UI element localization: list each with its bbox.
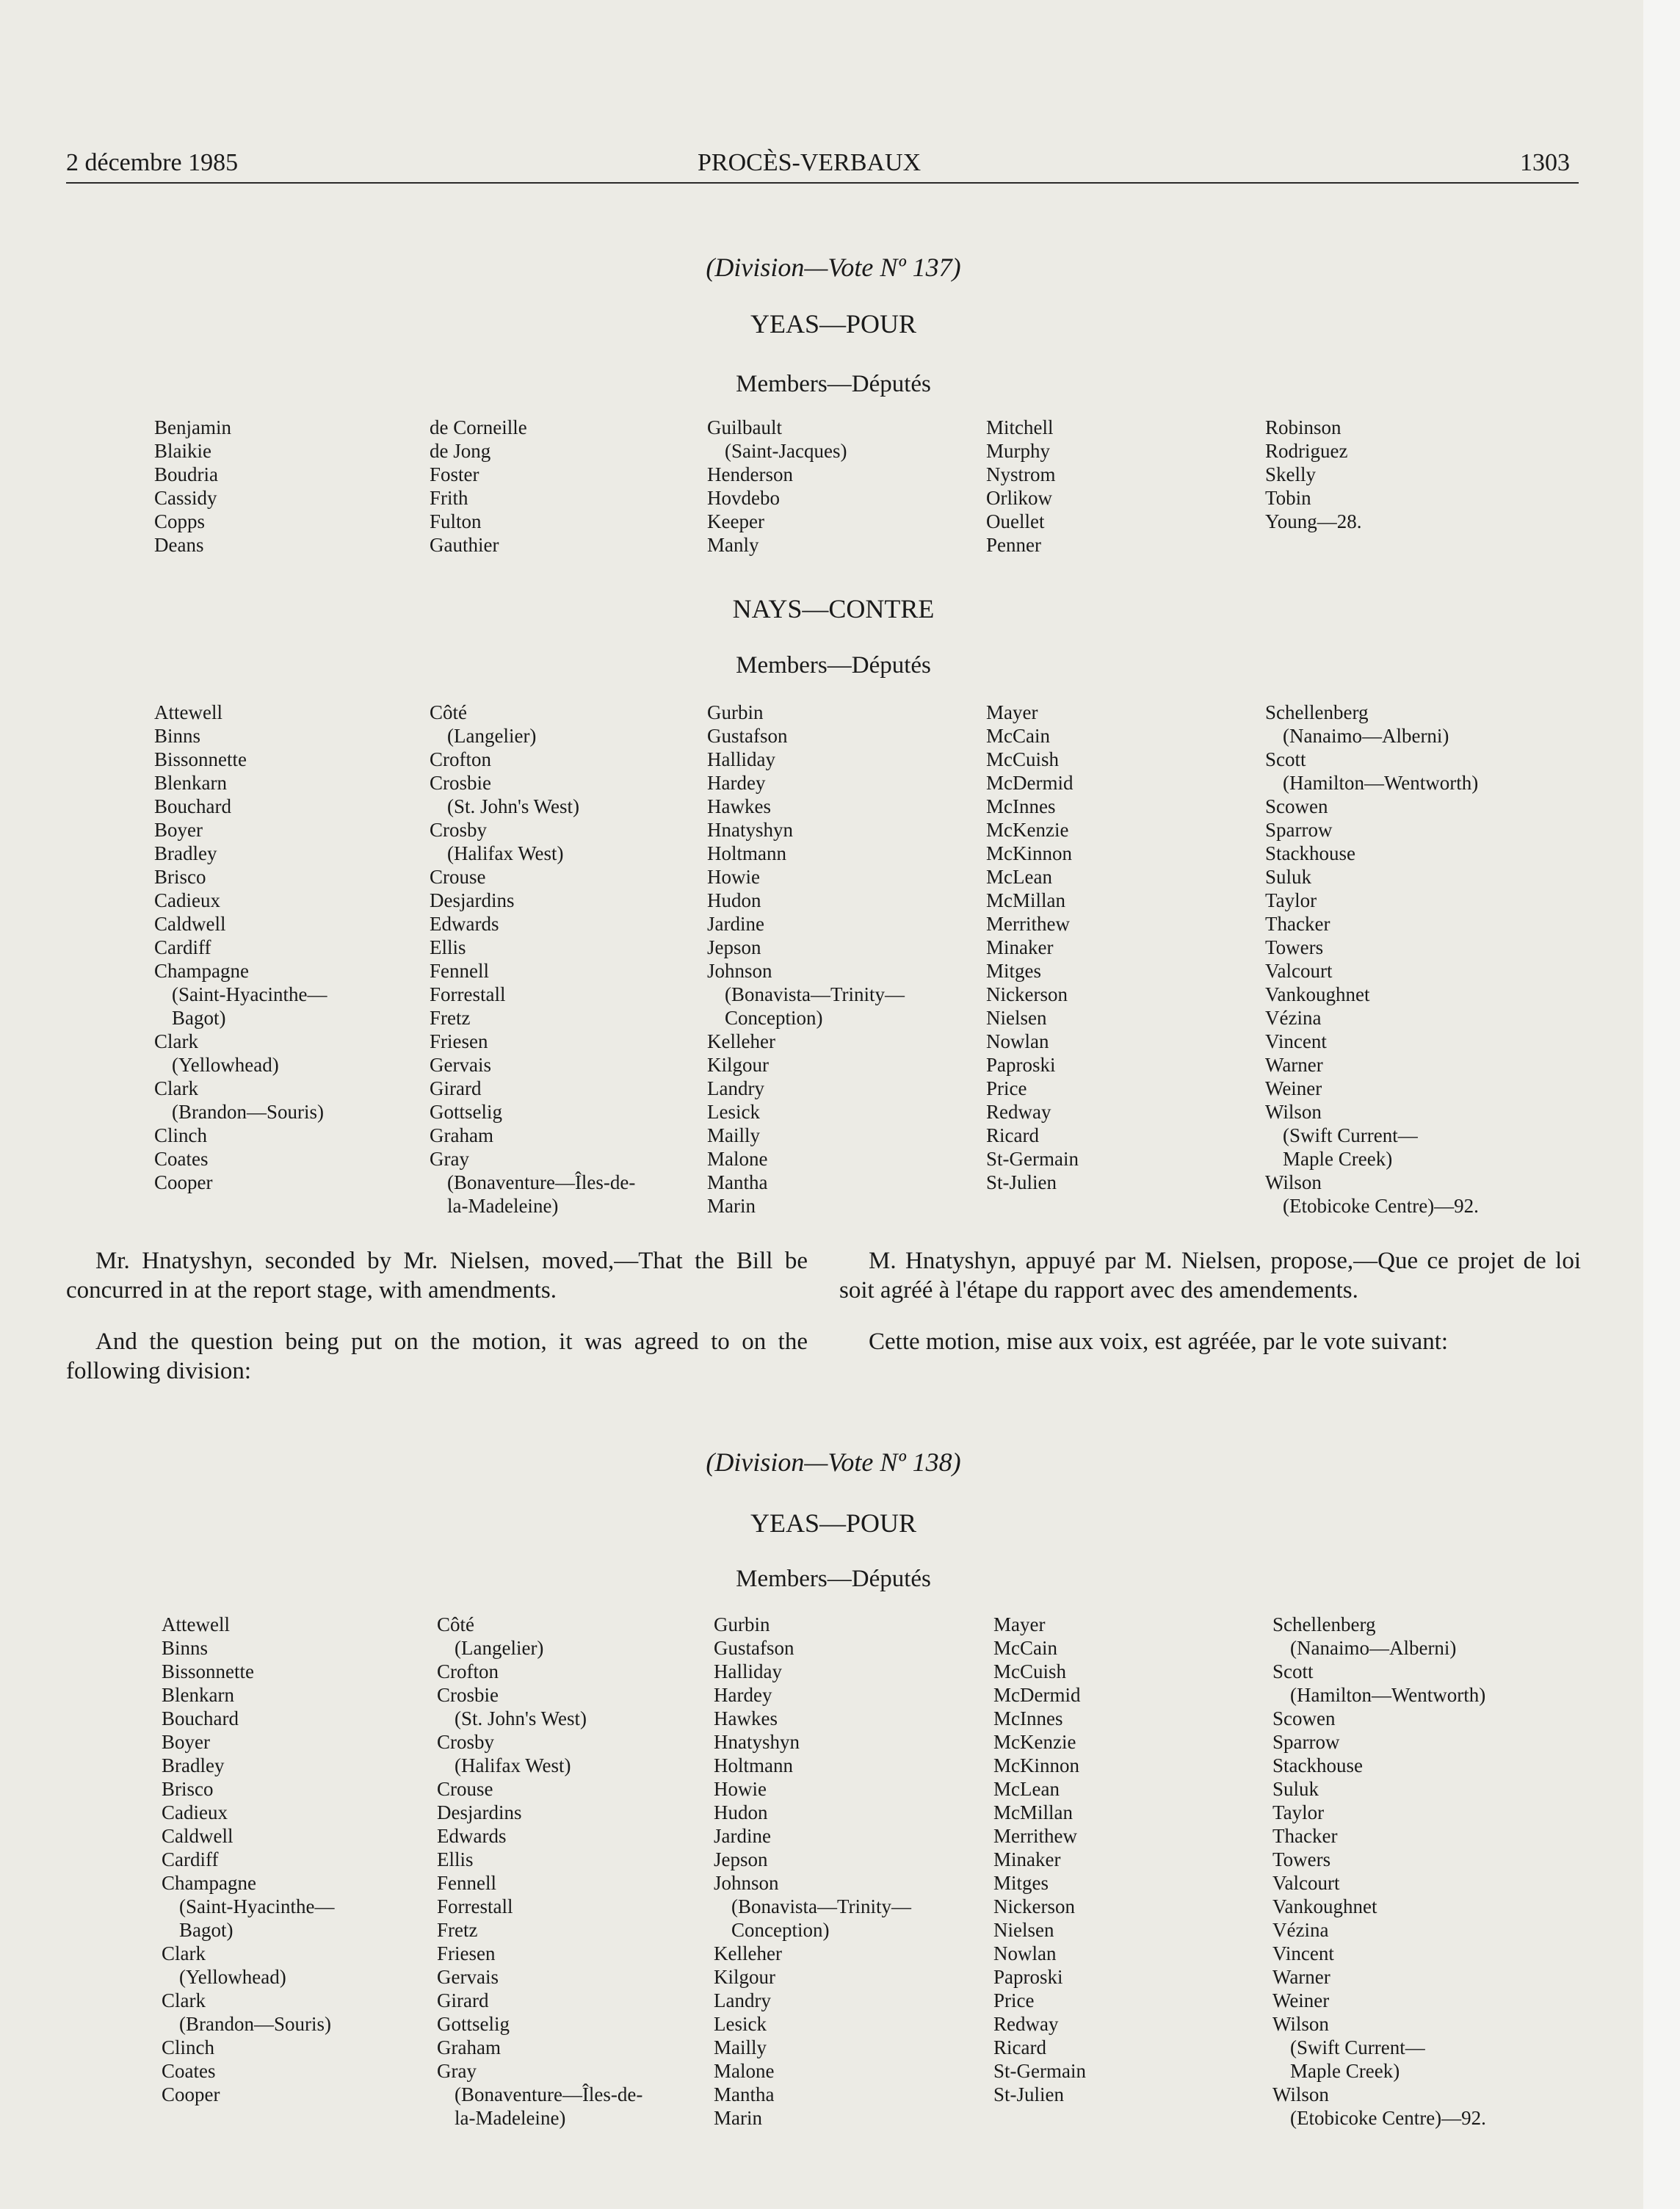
member-name: Coates [162,2060,216,2082]
member-name: Halliday [714,1660,782,1682]
member-name: Jardine [714,1825,771,1847]
member-name: (Nanaimo—Alberni) [1283,725,1449,747]
member-name: Guilbault [707,416,782,438]
member-name: Malone [707,1148,768,1170]
member-name: Forrestall [437,1895,513,1917]
member-name: Friesen [430,1030,488,1052]
member-name: Edwards [437,1825,507,1847]
member-name: (Yellowhead) [179,1966,286,1988]
member-name: de Jong [430,440,491,462]
member-name: Nickerson [993,1895,1075,1917]
member-name: Hudon [707,889,761,911]
member-name: Murphy [986,440,1050,462]
member-name: Bouchard [154,795,231,817]
member-name: Bradley [162,1754,225,1776]
member-name: Minaker [993,1848,1061,1870]
member-name: Clark [162,1989,206,2011]
member-name: Young—28. [1265,510,1362,532]
member-name: Suluk [1265,866,1312,888]
vote138-title: (Division—Vote Nº 138) [706,1447,961,1477]
member-name: Wilson [1265,1101,1322,1123]
motion-english-p2: And the question being put on the motion, it was agreed to on the following division: [66,1328,808,1384]
member-name: Crosbie [437,1684,499,1706]
member-name: Caldwell [162,1825,233,1847]
member-name: Desjardins [437,1801,522,1823]
member-name: Vézina [1265,1007,1322,1029]
member-name: Crosby [430,819,488,841]
member-name: Blenkarn [162,1684,234,1706]
vote137-nays-col-3 [707,701,905,1218]
member-name: Ouellet [986,510,1045,532]
member-name: Jepson [714,1848,768,1870]
member-name: Marin [714,2107,762,2129]
member-name: Thacker [1272,1825,1338,1847]
member-name: Holtmann [707,842,786,864]
vote137-nays-col-5 [1265,701,1479,1218]
member-name: Suluk [1272,1778,1319,1800]
member-name: Ricard [993,2036,1046,2058]
member-name: Hudon [714,1801,768,1823]
member-name: Henderson [707,463,793,485]
member-name: Maple Creek) [1290,2060,1400,2082]
member-name: Hawkes [714,1707,778,1729]
member-name: Hawkes [707,795,771,817]
member-name: Clark [154,1030,198,1052]
member-name: Sparrow [1272,1731,1340,1753]
member-name: Nickerson [986,983,1068,1005]
member-name: Clark [154,1077,198,1099]
member-name: Mantha [707,1171,768,1193]
member-name: Fretz [430,1007,471,1029]
member-name: Cooper [154,1171,213,1193]
member-name: (Brandon—Souris) [172,1101,324,1123]
member-name: Champagne [162,1872,256,1894]
member-name: Fretz [437,1919,478,1941]
member-name: Minaker [986,936,1054,958]
member-name: Scott [1272,1660,1314,1682]
member-name: Mitges [993,1872,1049,1894]
member-name: Warner [1272,1966,1330,1988]
member-name: Hardey [707,772,766,794]
vote138-yeas-members-label: Members—Députés [736,1566,931,1592]
header-date: 2 décembre 1985 [66,149,239,176]
member-name: Caldwell [154,913,226,935]
member-name: Vincent [1265,1030,1327,1052]
member-name: Johnson [707,960,772,982]
member-name: (Nanaimo—Alberni) [1290,1637,1457,1659]
member-name: Gray [437,2060,477,2082]
member-name: Boudria [154,463,218,485]
member-name: (Yellowhead) [172,1054,279,1076]
member-name: de Corneille [430,416,527,438]
member-name: (Swift Current— [1290,2036,1425,2058]
member-name: Kilgour [707,1054,769,1076]
member-name: Conception) [725,1007,823,1029]
member-name: Hovdebo [707,487,780,509]
member-name: Bouchard [162,1707,239,1729]
member-name: Kelleher [707,1030,775,1052]
vote138-yeas-heading: YEAS—POUR [750,1508,917,1538]
member-name: Jepson [707,936,761,958]
member-name: Vincent [1272,1942,1334,1964]
member-name: Binns [162,1637,209,1659]
member-name: Côté [430,701,467,723]
member-name: Blenkarn [154,772,227,794]
member-name: (Etobicoke Centre)—92. [1290,2107,1486,2129]
member-name: (St. John's West) [447,795,579,817]
header-page-number: 1303 [1520,149,1570,176]
member-name: McLean [993,1778,1060,1800]
member-name: (Etobicoke Centre)—92. [1283,1195,1479,1217]
member-name: (Langelier) [447,725,537,747]
member-name: Towers [1265,936,1324,958]
vote137-nays-col-1 [154,701,327,1194]
member-name: Crofton [430,748,491,770]
member-name: Gray [430,1148,469,1170]
member-name: McKinnon [993,1754,1079,1776]
member-name: Fennell [437,1872,496,1894]
member-name: Gauthier [430,534,499,556]
member-name: Foster [430,463,479,485]
member-name: Rodriguez [1265,440,1348,462]
member-name: Hardey [714,1684,772,1706]
member-name: St-Germain [993,2060,1086,2082]
member-name: (Swift Current— [1283,1124,1418,1146]
member-name: Mayer [986,701,1038,723]
member-name: Graham [437,2036,501,2058]
vote138-yeas-col-5 [1272,1613,1486,2130]
member-name: McCain [993,1637,1057,1659]
member-name: Schellenberg [1265,701,1369,723]
member-name: Bissonnette [162,1660,254,1682]
member-name: Edwards [430,913,499,935]
member-name: McCain [986,725,1050,747]
member-name: Bagot) [172,1007,226,1029]
member-name: Gottselig [437,2013,510,2035]
vote137-yeas-members-label: Members—Députés [736,371,931,397]
vote138-yeas-col-4 [993,1613,1086,2106]
member-name: Schellenberg [1272,1613,1376,1635]
member-name: Attewell [162,1613,230,1635]
member-name: Mitchell [986,416,1054,438]
vote137-yeas-col-2 [430,416,527,557]
member-name: Mantha [714,2083,775,2105]
member-name: Binns [154,725,201,747]
member-name: (Bonavista—Trinity— [731,1895,912,1917]
member-name: Halliday [707,748,775,770]
member-name: St-Julien [993,2083,1065,2105]
member-name: Nystrom [986,463,1056,485]
member-name: Ellis [437,1848,474,1870]
member-name: Crosby [437,1731,495,1753]
member-name: Fennell [430,960,489,982]
vote137-nays-members-label: Members—Députés [736,652,931,679]
member-name: Manly [707,534,759,556]
member-name: McMillan [993,1801,1073,1823]
member-name: Merrithew [986,913,1070,935]
member-name: Landry [714,1989,771,2011]
member-name: Kilgour [714,1966,775,1988]
member-name: Fulton [430,510,482,532]
member-name: Friesen [437,1942,496,1964]
vote138-yeas-col-2 [437,1613,642,2130]
member-name: (Saint-Jacques) [725,440,847,462]
vote137-yeas-heading: YEAS—POUR [750,309,917,339]
member-name: Crouse [430,866,486,888]
member-name: Nielsen [993,1919,1054,1941]
member-name: (Halifax West) [455,1754,571,1776]
member-name: (St. John's West) [455,1707,587,1729]
member-name: Nowlan [993,1942,1057,1964]
member-name: McKenzie [993,1731,1076,1753]
vote138-yeas-col-3 [714,1613,911,2130]
member-name: Hnatyshyn [714,1731,800,1753]
member-name: Blaikie [154,440,211,462]
member-name: Taylor [1272,1801,1325,1823]
member-name: Skelly [1265,463,1317,485]
member-name: Mayer [993,1613,1046,1635]
header-rule [66,182,1579,184]
member-name: Paproski [993,1966,1063,1988]
member-name: Forrestall [430,983,506,1005]
vote137-nays-col-4 [986,701,1079,1194]
vote137-yeas-col-1 [154,416,231,557]
member-name: (Halifax West) [447,842,564,864]
member-name: Gustafson [707,725,788,747]
page-edge [1643,0,1680,2209]
member-name: (Brandon—Souris) [179,2013,331,2035]
member-name: Sparrow [1265,819,1333,841]
member-name: McMillan [986,889,1065,911]
member-name: Nielsen [986,1007,1047,1029]
member-name: Crofton [437,1660,499,1682]
member-name: Orlikow [986,487,1052,509]
vote137-yeas-col-3 [707,416,847,557]
member-name: Bissonnette [154,748,247,770]
member-name: Penner [986,534,1041,556]
header-title: PROCÈS-VERBAUX [698,149,922,176]
member-name: Paproski [986,1054,1056,1076]
member-name: Brisco [162,1778,214,1800]
member-name: Stackhouse [1265,842,1355,864]
member-name: Vankoughnet [1265,983,1370,1005]
member-name: Wilson [1272,2083,1329,2105]
member-name: Champagne [154,960,249,982]
member-name: Howie [707,866,760,888]
vote137-title: (Division—Vote Nº 137) [706,253,961,282]
member-name: Girard [437,1989,489,2011]
member-name: Cardiff [162,1848,219,1870]
member-name: Deans [154,534,204,556]
member-name: Scott [1265,748,1306,770]
member-name: Redway [993,2013,1059,2035]
member-name: (Hamilton—Wentworth) [1290,1684,1486,1706]
member-name: Kelleher [714,1942,782,1964]
member-name: Mailly [714,2036,767,2058]
member-name: Lesick [707,1101,760,1123]
member-name: Marin [707,1195,756,1217]
member-name: Nowlan [986,1030,1049,1052]
member-name: Weiner [1272,1989,1330,2011]
motion-french-p1: M. Hnatyshyn, appuyé par M. Nielsen, propose,—Que ce projet de loi soit agréé à l'étape du rapport avec des amendements. [839,1248,1581,1304]
member-name: Crouse [437,1778,493,1800]
member-name: Bagot) [179,1919,233,1941]
member-name: Howie [714,1778,767,1800]
member-name: Gurbin [714,1613,770,1635]
member-name: la-Madeleine) [447,1195,559,1217]
member-name: (Bonaventure—Îles-de- [447,1171,636,1193]
member-name: Cooper [162,2083,220,2105]
member-name: Taylor [1265,889,1317,911]
member-name: Holtmann [714,1754,793,1776]
member-name: Valcourt [1265,960,1333,982]
member-name: Wilson [1272,2013,1329,2035]
member-name: Johnson [714,1872,779,1894]
member-name: Côté [437,1613,474,1635]
member-name: Gurbin [707,701,764,723]
member-name: Warner [1265,1054,1323,1076]
member-name: Tobin [1265,487,1311,509]
member-name: Redway [986,1101,1051,1123]
member-name: Bradley [154,842,217,864]
vote137-yeas-col-5 [1265,416,1362,533]
member-name: Conception) [731,1919,830,1941]
member-name: Robinson [1265,416,1342,438]
member-name: Gottselig [430,1101,502,1123]
member-name: Landry [707,1077,764,1099]
member-name: (Saint-Hyacinthe— [172,983,327,1005]
member-name: Scowen [1265,795,1328,817]
member-name: Towers [1272,1848,1331,1870]
member-name: Hnatyshyn [707,819,793,841]
member-name: McKinnon [986,842,1072,864]
member-name: Lesick [714,2013,767,2035]
motion-english [66,1246,808,1408]
member-name: Desjardins [430,889,515,911]
member-name: McInnes [986,795,1056,817]
member-name: Valcourt [1272,1872,1340,1894]
member-name: Copps [154,510,206,532]
member-name: McDermid [986,772,1073,794]
member-name: (Saint-Hyacinthe— [179,1895,335,1917]
member-name: Price [993,1989,1035,2011]
member-name: Jardine [707,913,764,935]
member-name: Frith [430,487,468,509]
member-name: Cadieux [154,889,220,911]
member-name: Scowen [1272,1707,1336,1729]
member-name: Maple Creek) [1283,1148,1393,1170]
member-name: (Bonaventure—Îles-de- [455,2083,643,2105]
member-name: Stackhouse [1272,1754,1363,1776]
member-name: McInnes [993,1707,1063,1729]
motion-french-p2: Cette motion, mise aux voix, est agréée, par le vote suivant: [869,1328,1449,1355]
member-name: Wilson [1265,1171,1322,1193]
member-name: Brisco [154,866,206,888]
member-name: Gustafson [714,1637,794,1659]
member-name: Ellis [430,936,466,958]
member-name: Crosbie [430,772,491,794]
member-name: Thacker [1265,913,1330,935]
member-name: Clark [162,1942,206,1964]
member-name: McCuish [993,1660,1067,1682]
member-name: (Bonavista—Trinity— [725,983,905,1005]
vote137-yeas-col-4 [986,416,1056,557]
member-name: Clinch [162,2036,214,2058]
member-name: la-Madeleine) [455,2107,566,2129]
member-name: Price [986,1077,1027,1099]
member-name: Clinch [154,1124,207,1146]
member-name: Coates [154,1148,209,1170]
member-name: (Hamilton—Wentworth) [1283,772,1479,794]
vote137-nays-heading: NAYS—CONTRE [732,594,935,623]
member-name: Graham [430,1124,493,1146]
member-name: Vankoughnet [1272,1895,1377,1917]
member-name: Boyer [154,819,203,841]
member-name: Malone [714,2060,775,2082]
member-name: Weiner [1265,1077,1322,1099]
motion-french [839,1246,1581,1378]
member-name: Ricard [986,1124,1039,1146]
member-name: McLean [986,866,1052,888]
member-name: Cardiff [154,936,211,958]
member-name: Merrithew [993,1825,1077,1847]
member-name: Girard [430,1077,482,1099]
vote137-nays-col-2 [430,701,635,1218]
member-name: McKenzie [986,819,1069,841]
member-name: St-Germain [986,1148,1079,1170]
member-name: Keeper [707,510,764,532]
member-name: Vézina [1272,1919,1329,1941]
vote138-yeas-col-1 [162,1613,334,2106]
member-name: Mitges [986,960,1042,982]
member-name: St-Julien [986,1171,1057,1193]
member-name: McDermid [993,1684,1081,1706]
member-name: McCuish [986,748,1060,770]
member-name: Cassidy [154,487,217,509]
member-name: Boyer [162,1731,210,1753]
member-name: Cadieux [162,1801,228,1823]
member-name: Benjamin [154,416,231,438]
member-name: Gervais [430,1054,491,1076]
member-name: Attewell [154,701,222,723]
motion-english-p1: Mr. Hnatyshyn, seconded by Mr. Nielsen, moved,—That the Bill be concurred in at the report stage, with amendments. [66,1248,808,1304]
member-name: Mailly [707,1124,760,1146]
member-name: Gervais [437,1966,499,1988]
member-name: (Langelier) [455,1637,544,1659]
